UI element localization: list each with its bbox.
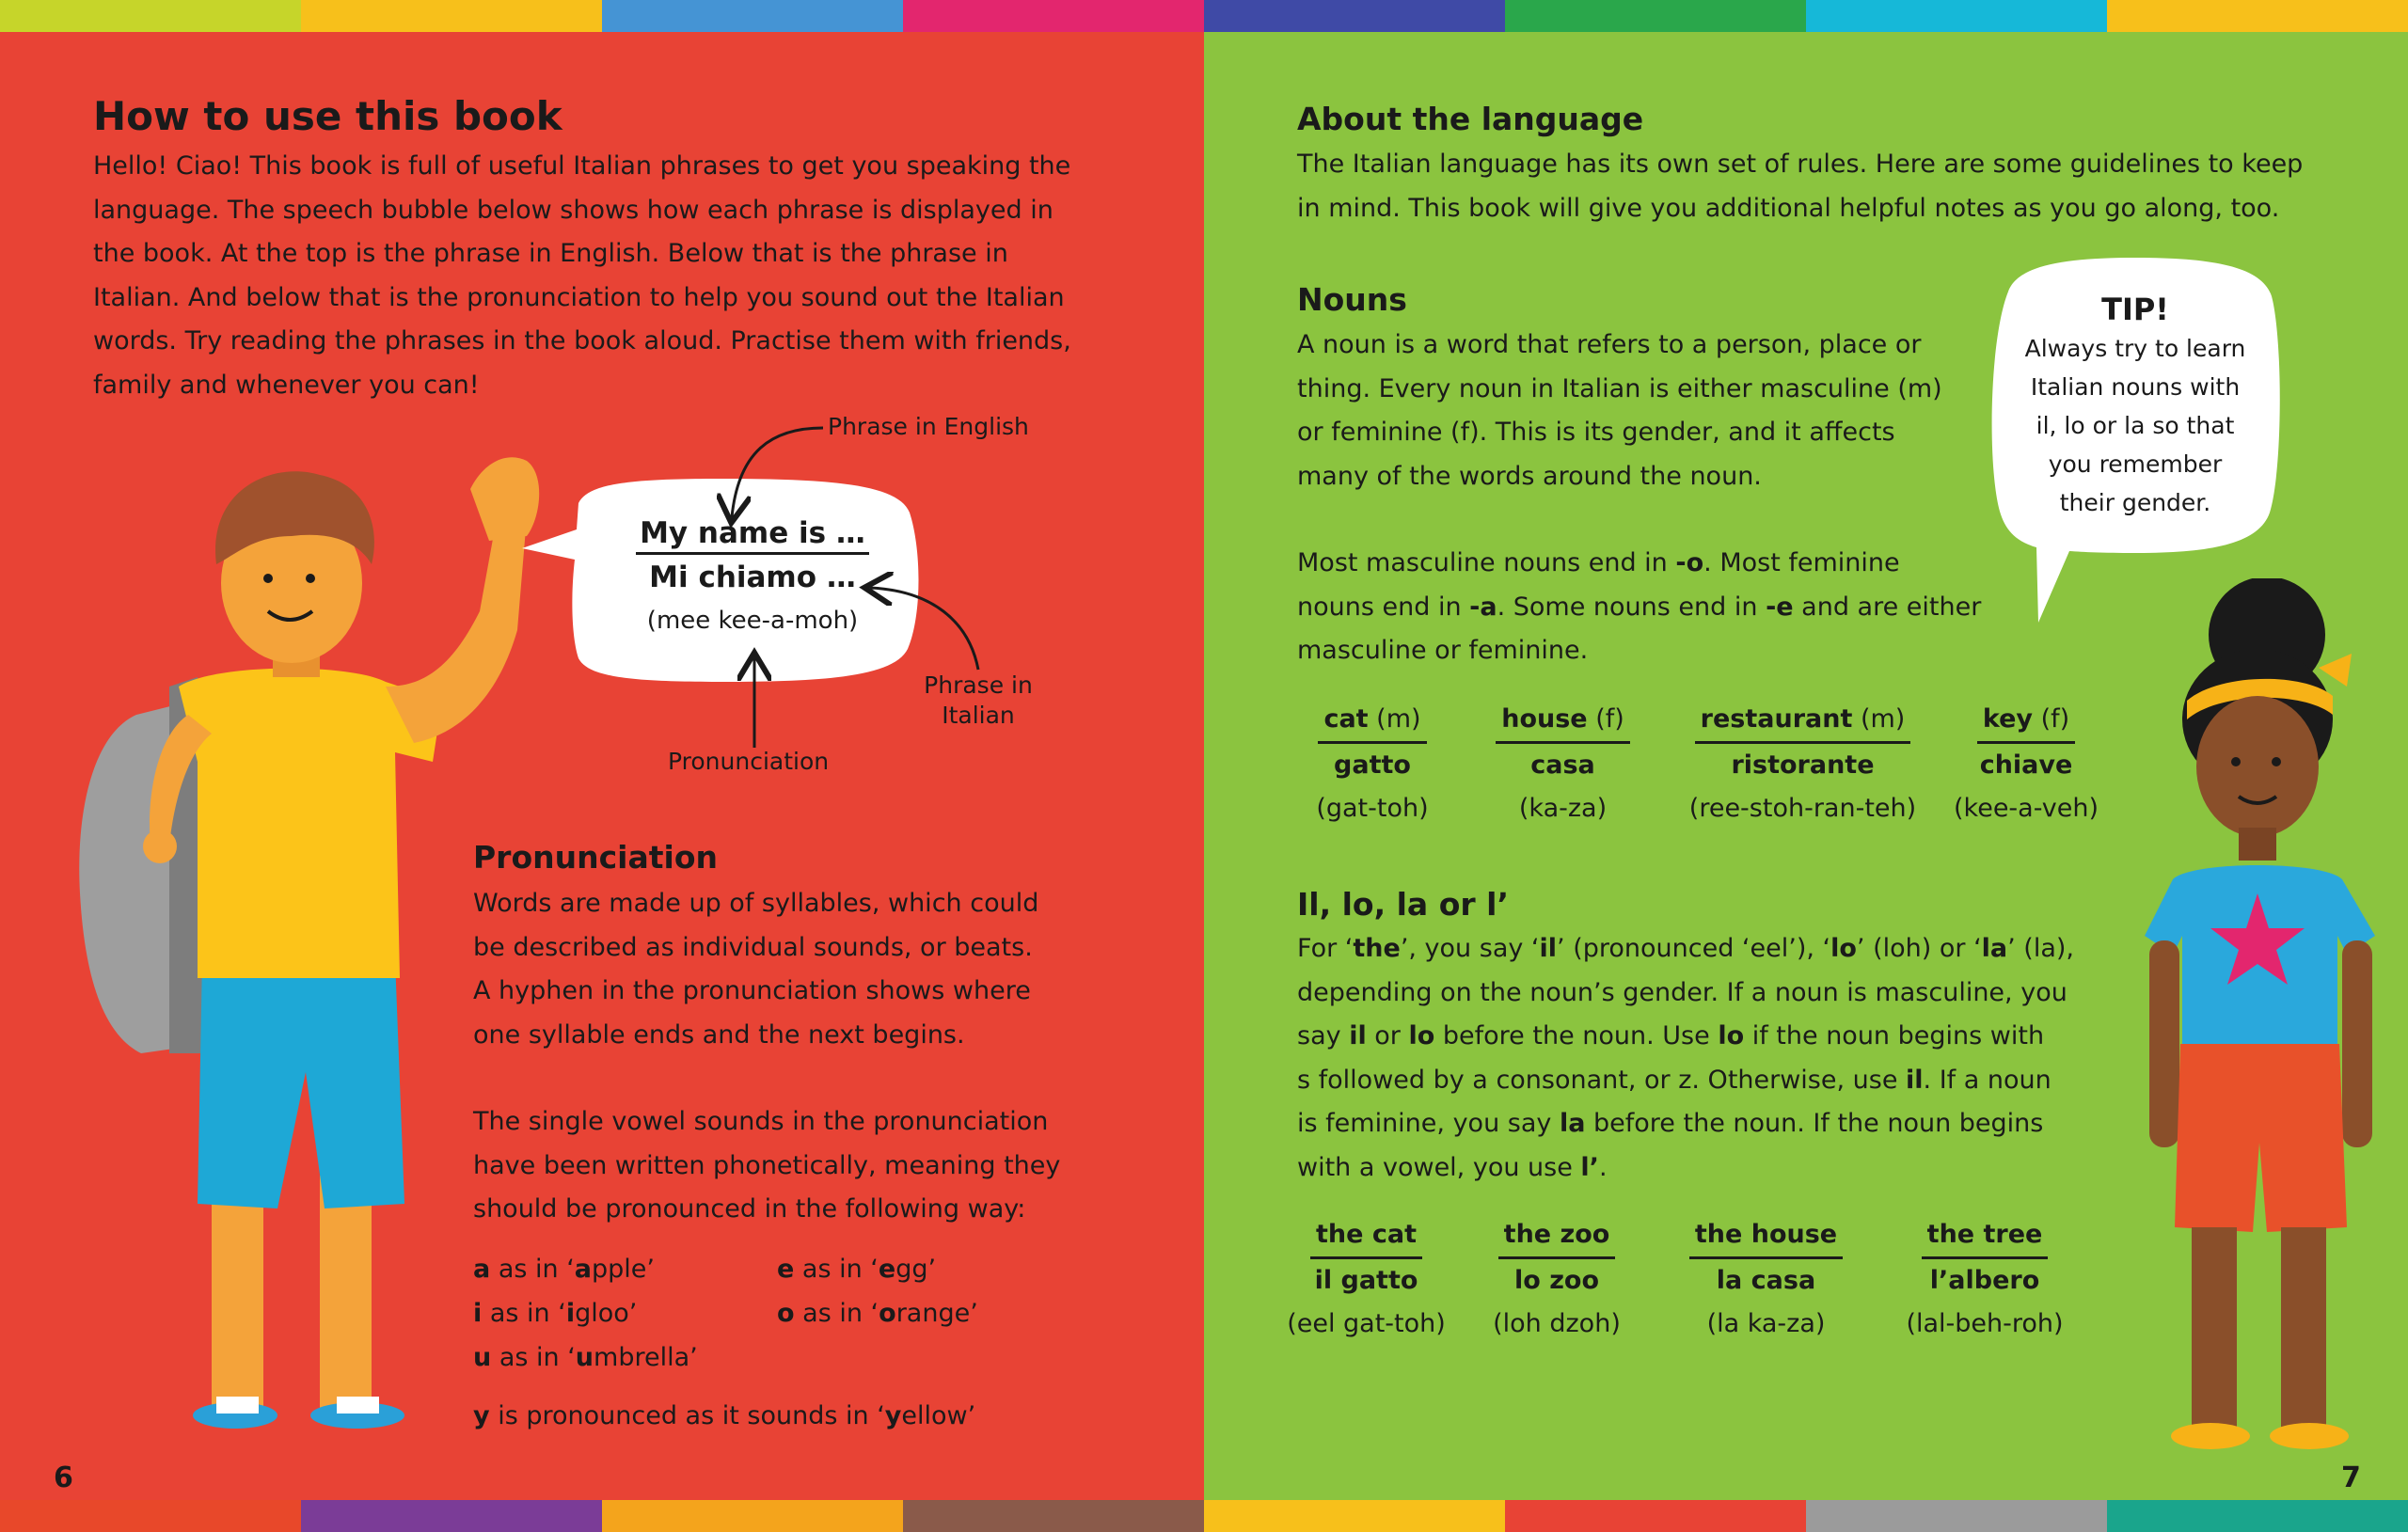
vowel-list [473, 1247, 1081, 1438]
nouns-vocabulary-table [1297, 698, 2125, 830]
article-tree: the tree l’albero (lal-beh-roh) [1881, 1213, 2088, 1346]
article-cat: the cat il gatto (eel gat-toh) [1270, 1213, 1463, 1346]
label-phrase-in-english: Phrase in English [828, 413, 1029, 440]
pronunciation-paragraph-2: The single vowel sounds in the pronunciation have been written phonetically, meaning they should be pronounced in the following way: [473, 1107, 1061, 1224]
vowel-e: e as in ‘egg’ [777, 1255, 937, 1284]
tip-content [1999, 290, 2272, 522]
bottom-color-stripe [0, 1500, 2408, 1532]
noun-cat: cat (m) gatto (gat-toh) [1297, 698, 1448, 830]
article-house: the house la casa (la ka-za) [1651, 1213, 1881, 1346]
pronunciation-heading: Pronunciation [473, 839, 719, 876]
noun-house: house (f) casa (ka-za) [1448, 698, 1678, 830]
page-number-right: 7 [2341, 1461, 2361, 1494]
nouns-paragraph-1: A noun is a word that refers to a person, place or thing. Every noun in Italian is either masculine (m) or feminine (f). This is its gender, and it affects many of the words around the noun. [1297, 330, 1942, 491]
right-page [1204, 0, 2408, 1532]
label-pronunciation: Pronunciation [668, 748, 830, 775]
article-zoo: the zoo lo zoo (loh dzoh) [1463, 1213, 1651, 1346]
y-rule: y is pronounced as it sounds in ‘yellow’ [473, 1401, 976, 1430]
page-number-left: 6 [54, 1461, 73, 1494]
top-color-stripe [0, 0, 2408, 32]
vowel-i: i as in ‘igloo’ [473, 1299, 638, 1328]
article-heading: Il, lo, la or l’ [1297, 886, 1509, 923]
bubble-italian: Mi chiamo … [649, 561, 856, 594]
pronunciation-paragraph-1: Words are made up of syllables, which could be described as individual sounds, or beats. A hyphen in the pronunciation shows where one syllable ends and the next begins. [473, 889, 1039, 1050]
girl-illustration [2116, 578, 2399, 1462]
noun-key: key (f) chiave (kee-a-veh) [1927, 698, 2125, 830]
page-title: How to use this book [93, 93, 562, 139]
vowel-a: a as in ‘apple’ [473, 1255, 656, 1284]
vowel-o: o as in ‘orange’ [777, 1299, 978, 1328]
vowel-u: u as in ‘umbrella’ [473, 1343, 698, 1372]
label-phrase-in-italian: Phrase in Italian [924, 671, 1033, 729]
about-heading: About the language [1297, 101, 1644, 137]
article-vocabulary-table [1270, 1213, 2088, 1346]
intro-paragraph: Hello! Ciao! This book is full of useful Italian phrases to get you speaking the language. The speech bubble below shows how each phrase is displayed in the book. At the top is the phrase in English. Below that is the phrase in Italian. And below that is the pronunciation to help you sound out the Italian words. Try reading the phrases in the book aloud. Practise them with friends, family and whenever you can! [93, 151, 1071, 400]
bubble-english: My name is … [636, 514, 869, 555]
nouns-paragraph-2: Most masculine nouns end in -o. Most feminine nouns end in -a. Some nouns end in -e and are either masculine or feminine. [1297, 548, 1982, 665]
article-paragraph: For ‘the’, you say ‘il’ (pronounced ‘eel’), ‘lo’ (loh) or ‘la’ (la), depending on the noun’s gender. If a noun is masculine, you say il or lo before the noun. Use lo if the noun begins with s followed by a consonant, or z. Otherwise, use il. If a noun is feminine, you say la before the noun. If the noun begins with a vowel, you use l’. [1297, 934, 2075, 1182]
about-paragraph: The Italian language has its own set of rules. Here are some guidelines to keep in mind. This book will give you additional helpful notes as you go along, too. [1297, 150, 2304, 223]
noun-restaurant: restaurant (m) ristorante (ree-stoh-ran-teh) [1678, 698, 1927, 830]
bubble-pronunciation: (mee kee-a-moh) [646, 607, 859, 635]
tip-text: Always try to learn Italian nouns with il, lo or la so that you remember their gender. [2024, 335, 2246, 516]
tip-title: TIP! [2101, 292, 2169, 327]
nouns-heading: Nouns [1297, 281, 1407, 318]
